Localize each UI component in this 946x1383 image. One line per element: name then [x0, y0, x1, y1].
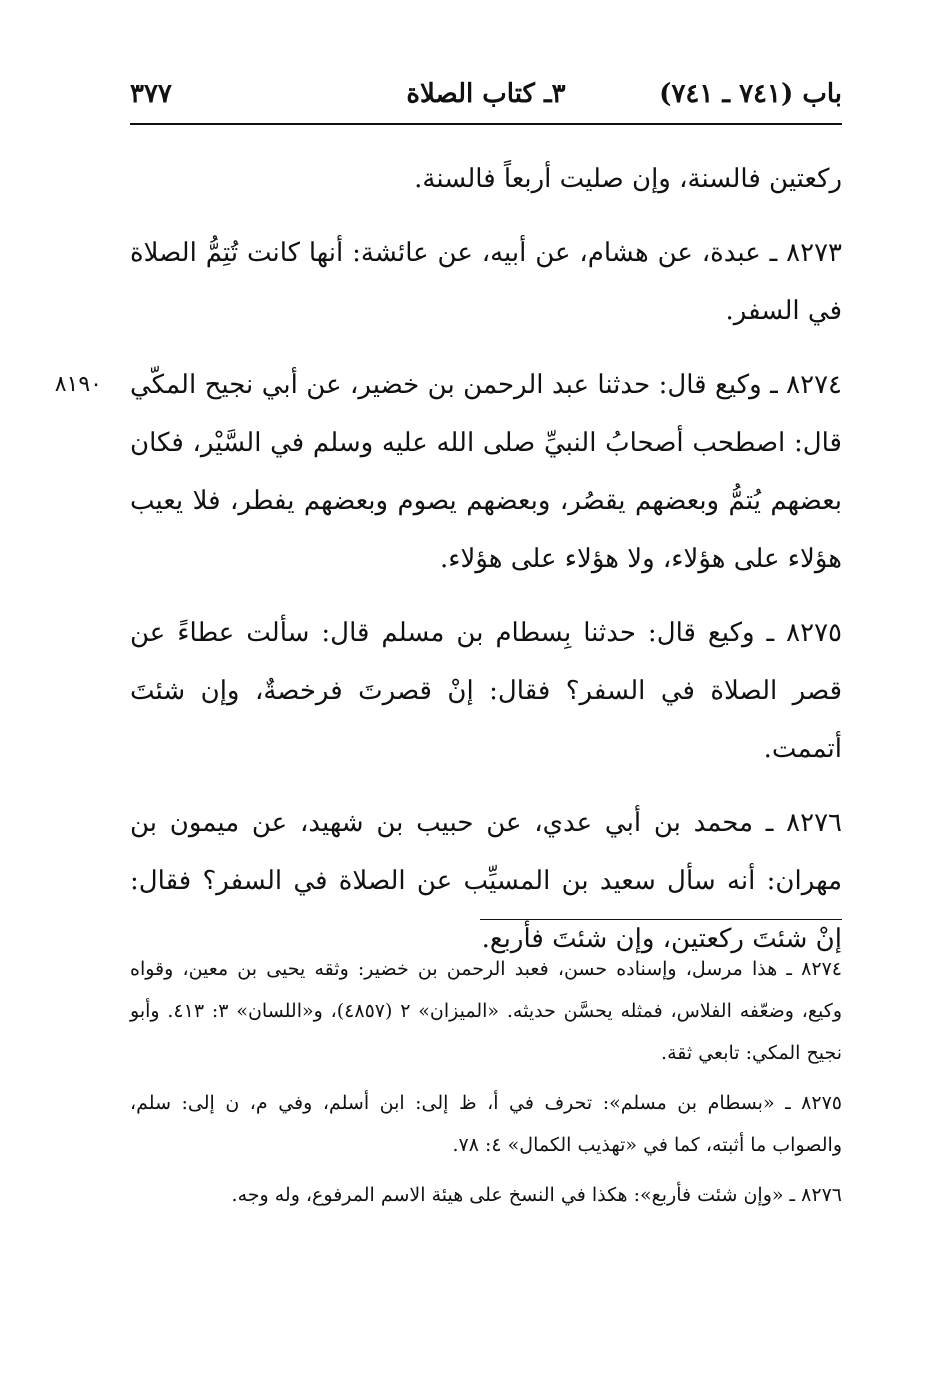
footnote-8276: ٨٢٧٦ ـ «وإن شئت فأربع»: هكذا في النسخ على هيئة الاسم المرفوع، وله وجه. [231, 1184, 842, 1206]
running-header [130, 74, 842, 124]
chapter-range: باب (٧٤١ ـ ٧٤١) [659, 79, 842, 109]
text-paragraph [130, 150, 842, 208]
hadith-8275 [130, 604, 842, 778]
paragraph-text: ركعتين فالسنة، وإن صليت أربعاً فالسنة. [414, 164, 842, 194]
footnote-8274: ٨٢٧٤ ـ هذا مرسل، وإسناده حسن، فعبد الرحمن بن خضير: وثقه يحيى بن معين، وقواه وكيع، وضعّفه الفلاس، فمثله يحسَّن حديثه. «الميزان» ٢ (٤٨٥٧)، و«اللسان» ٣: ٤١٣. وأبو نجيح المكي: تابعي ثقة. [130, 958, 842, 1064]
paragraph-text: ٨٢٧٥ ـ وكيع قال: حدثنا بِسطام بن مسلم قال: سألت عطاءً عن قصر الصلاة في السفر؟ فقال: إنْ قصرتَ فرخصةٌ، وإن شئتَ أتممت. [130, 618, 842, 764]
footnotes [130, 948, 842, 1224]
hadith-8276 [130, 794, 842, 968]
book-title: ٣ـ كتاب الصلاة [406, 79, 566, 109]
hadith-8273 [130, 224, 842, 340]
paragraph-text: ٨٢٧٦ ـ محمد بن أبي عدي، عن حبيب بن شهيد، عن ميمون بن مهران: أنه سأل سعيد بن المسيِّب عن الصلاة في السفر؟ فقال: إنْ شئتَ ركعتين، وإن شئتَ فأربع. [130, 808, 842, 954]
paragraph-text: ٨٢٧٣ ـ عبدة، عن هشام، عن أبيه، عن عائشة: أنها كانت تُتِمُّ الصلاة في السفر. [130, 238, 842, 326]
page-number: ٣٧٧ [130, 79, 172, 109]
paragraph-text: ٨٢٧٤ ـ وكيع قال: حدثنا عبد الرحمن بن خضير، عن أبي نجيح المكّي قال: اصطحب أصحابُ النبيِّ صلى الله عليه وسلم في السَّيْر، فكان بعضهم يُتمُّ وبعضهم يقصُر، وبعضهم يصوم وبعضهم يفطر، فلا يعيب هؤلاء على هؤلاء، ولا هؤلاء على هؤلاء. [130, 370, 842, 574]
main-text [54, 150, 842, 984]
footnote-divider [480, 919, 842, 920]
footnote-8275: ٨٢٧٥ ـ «بسطام بن مسلم»: تحرف في أ، ظ إلى: ابن أسلم، وفي م، ن إلى: سلم، والصواب ما أثبته، كما في «تهذيب الكمال» ٤: ٧٨. [130, 1092, 842, 1156]
header-divider [130, 123, 842, 125]
marginal-reference-number: ٨١٩٠ [54, 372, 102, 397]
hadith-8274 [54, 356, 842, 588]
